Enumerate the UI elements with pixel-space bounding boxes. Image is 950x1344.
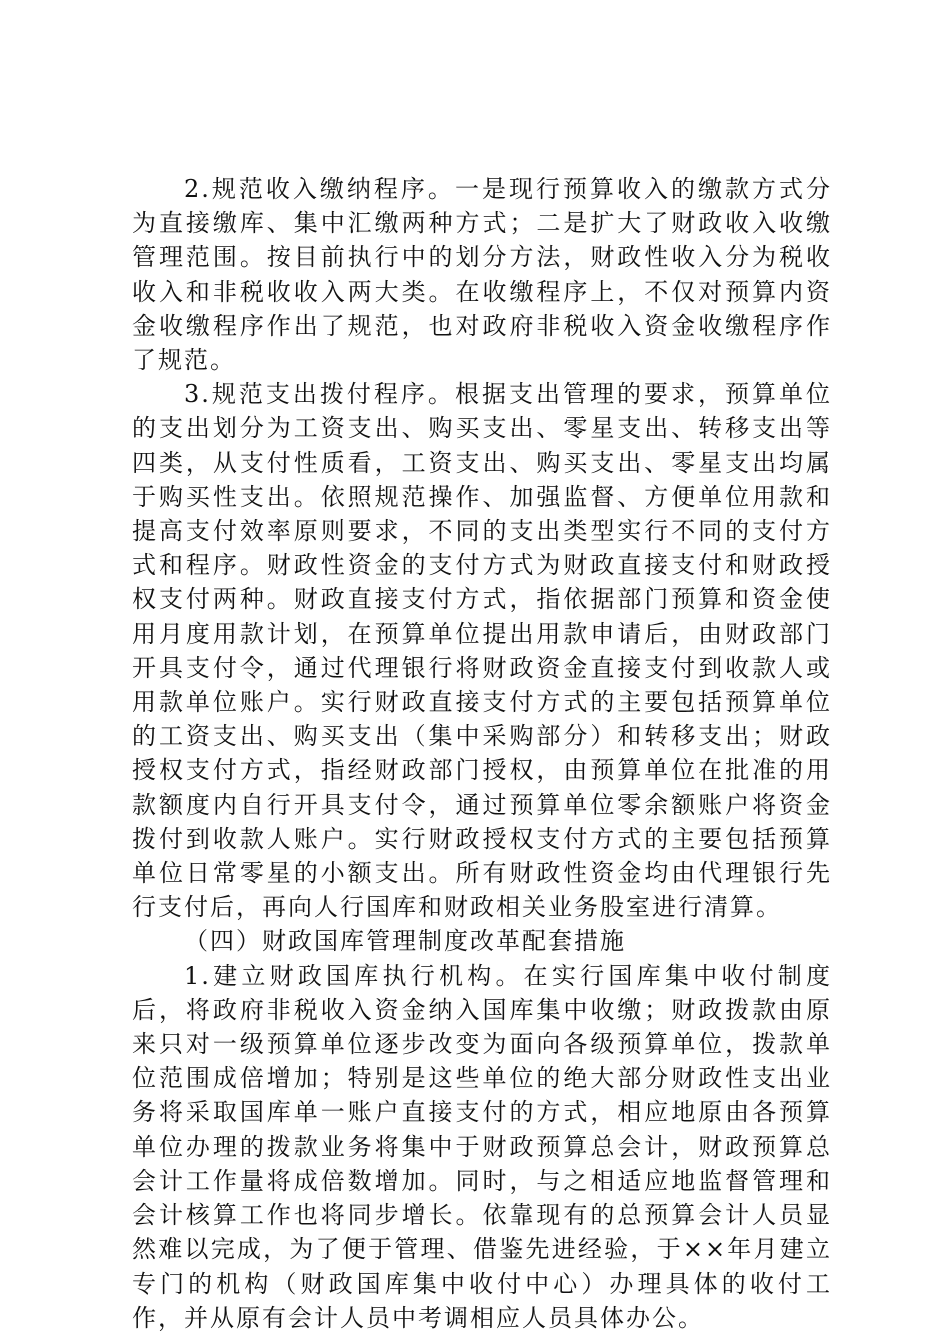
- paragraph-expenditure-procedure: 3.规范支出拨付程序。根据支出管理的要求，预算单位的支出划分为工资支出、购买支出、零星支出、转移支出等四类，从支付性质看，工资支出、购买支出、零星支出均属于购买性支出。依照规范操作、加强监督、方便单位用款和提高支付效率原则要求，不同的支出类型实行不同的支付方式和程序。财政性资金的支付方式为财政直接支付和财政授权支付两种。财政直接支付方式，指依据部门预算和资金使用月度用款计划，在预算单位提出用款申请后，由财政部门开具支付令，通过代理银行将财政资金直接支付到收款人或用款单位账户。实行财政直接支付方式的主要包括预算单位的工资支出、购买支出（集中采购部分）和转移支出；财政授权支付方式，指经财政部门授权，由预算单位在批准的用款额度内自行开具支付令，通过预算单位零余额账户将资金拨付到收款人账户。实行财政授权支付方式的主要包括预算单位日常零星的小额支出。所有财政性资金均由代理银行先行支付后，再向人行国库和财政相关业务股室进行清算。: [132, 380, 832, 922]
- document-body: [132, 172, 832, 1335]
- paragraph-treasury-agency: 1.建立财政国库执行机构。在实行国库集中收付制度后，将政府非税收入资金纳入国库集中收缴；财政拨款由原来只对一级预算单位逐步改变为面向各级预算单位，拨款单位范围成倍增加；特别是这些单位的绝大部分财政性支出业务将采取国库单一账户直接支付的方式，相应地原由各预算单位办理的拨款业务将集中于财政预算总会计，财政预算总会计工作量将成倍数增加。同时，与之相适应地监督管理和会计核算工作也将同步增长。依靠现有的总预算会计人员显然难以完成，为了便于管理、借鉴先进经验，于××年月建立专门的机构（财政国库集中收付中心）办理具体的收付工作，并从原有会计人员中考调相应人员具体办公。: [132, 961, 832, 1332]
- paragraph-revenue-procedure: 2.规范收入缴纳程序。一是现行预算收入的缴款方式分为直接缴库、集中汇缴两种方式；二是扩大了财政收入收缴管理范围。按目前执行中的划分方法，财政性收入分为税收收入和非税收收入两大类。在收缴程序上，不仅对预算内资金收缴程序作出了规范，也对政府非税收入资金收缴程序作了规范。: [132, 175, 832, 375]
- section-heading-supporting-measures: （四）财政国库管理制度改革配套措施: [184, 927, 626, 956]
